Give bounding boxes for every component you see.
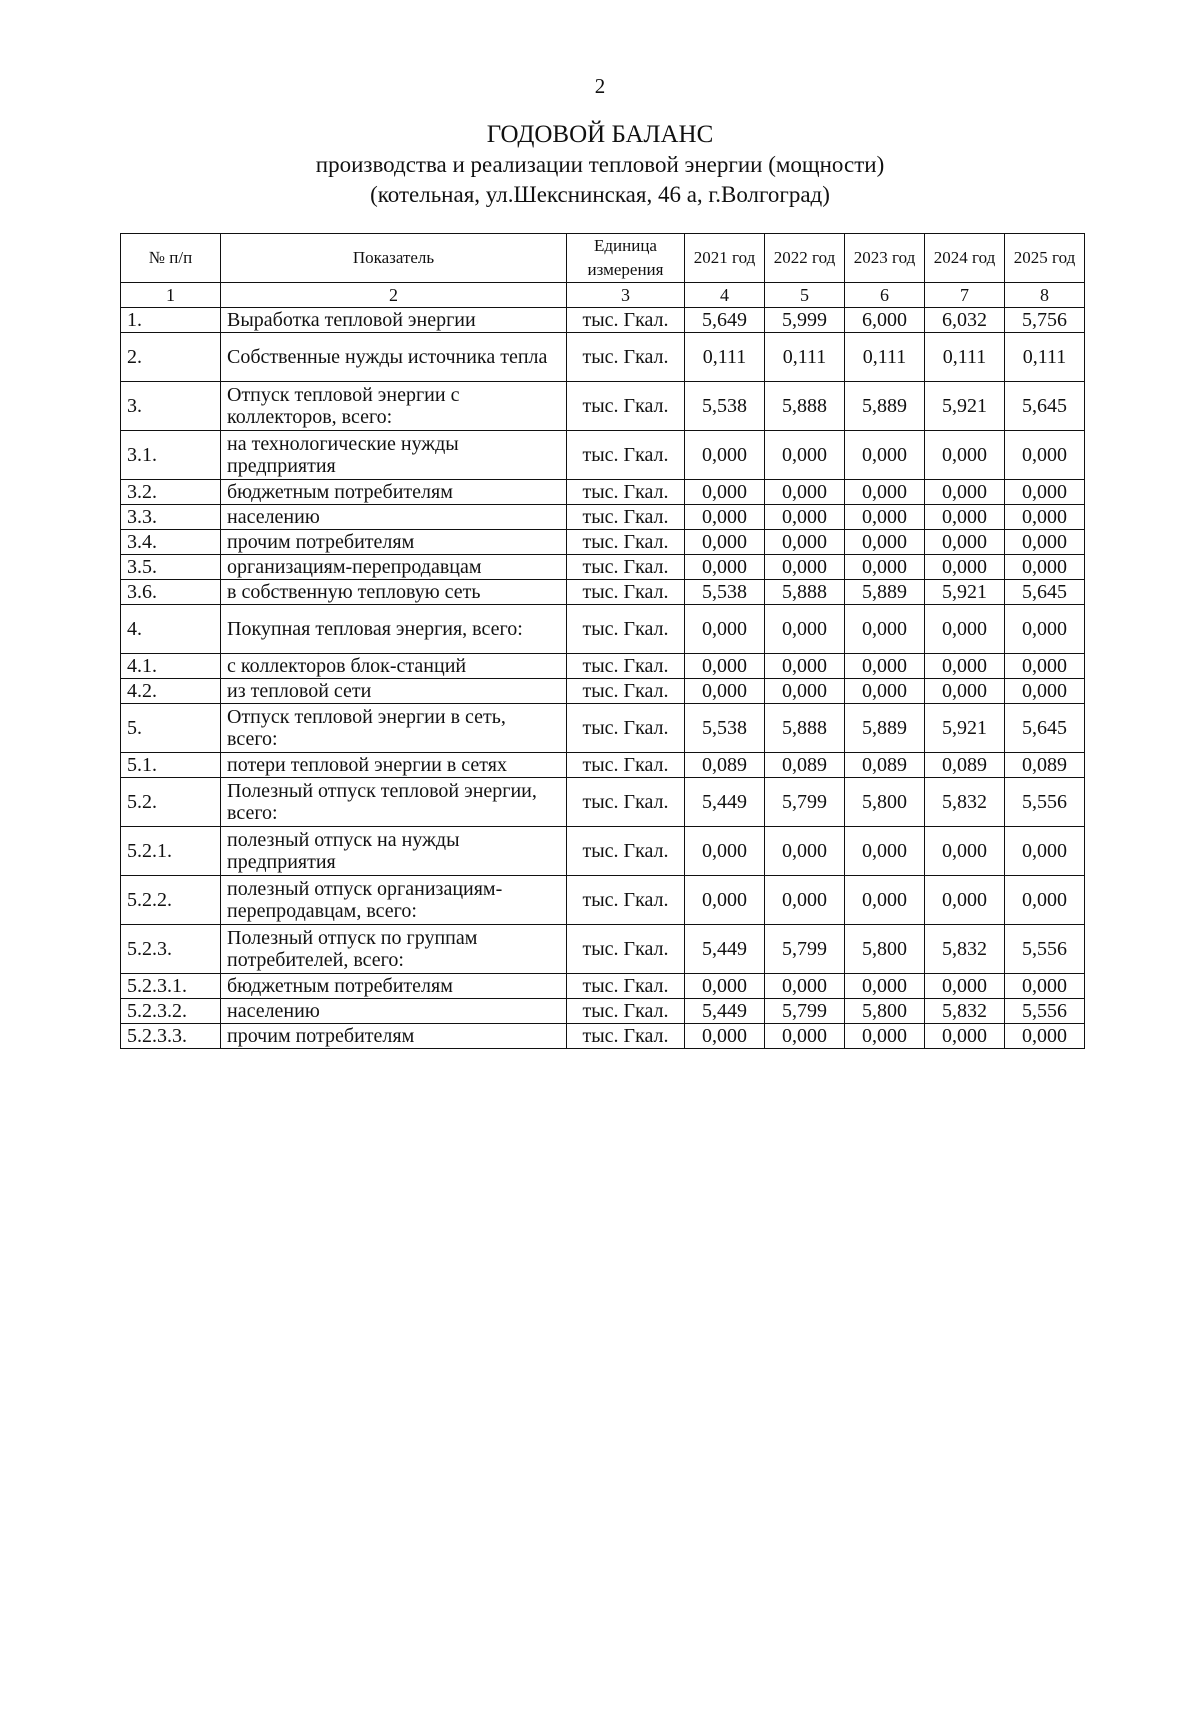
- row-value: 0,000: [1005, 480, 1085, 505]
- row-value: 0,000: [925, 431, 1005, 480]
- row-indicator: потери тепловой энергии в сетях: [221, 753, 567, 778]
- row-number: 3.4.: [121, 530, 221, 555]
- row-value: 0,000: [765, 505, 845, 530]
- row-indicator: Отпуск тепловой энергии с коллекторов, всего:: [221, 382, 567, 431]
- row-unit: тыс. Гкал.: [567, 679, 685, 704]
- row-value: 5,888: [765, 704, 845, 753]
- row-value: 0,000: [1005, 431, 1085, 480]
- row-unit: тыс. Гкал.: [567, 827, 685, 876]
- row-value: 5,800: [845, 778, 925, 827]
- row-indicator: полезный отпуск на нужды предприятия: [221, 827, 567, 876]
- row-value: 5,556: [1005, 999, 1085, 1024]
- row-value: 0,000: [1005, 530, 1085, 555]
- row-value: 0,000: [845, 876, 925, 925]
- row-value: 0,089: [1005, 753, 1085, 778]
- column-number: 6: [845, 283, 925, 308]
- row-value: 0,000: [845, 530, 925, 555]
- row-value: 5,556: [1005, 778, 1085, 827]
- row-value: 5,449: [685, 778, 765, 827]
- row-value: 5,556: [1005, 925, 1085, 974]
- row-indicator: прочим потребителям: [221, 530, 567, 555]
- row-value: 0,000: [765, 480, 845, 505]
- row-value: 5,449: [685, 925, 765, 974]
- row-value: 0,000: [685, 974, 765, 999]
- column-number: 5: [765, 283, 845, 308]
- row-value: 5,449: [685, 999, 765, 1024]
- row-value: 0,111: [925, 333, 1005, 382]
- row-value: 5,538: [685, 704, 765, 753]
- row-value: 5,889: [845, 704, 925, 753]
- row-value: 0,000: [925, 480, 1005, 505]
- row-number: 4.: [121, 605, 221, 654]
- row-value: 0,000: [685, 530, 765, 555]
- row-indicator: прочим потребителям: [221, 1024, 567, 1049]
- row-number: 3.1.: [121, 431, 221, 480]
- row-unit: тыс. Гкал.: [567, 382, 685, 431]
- row-value: 0,000: [845, 505, 925, 530]
- row-value: 5,800: [845, 999, 925, 1024]
- header-year: 2021 год: [685, 234, 765, 283]
- row-value: 0,000: [1005, 505, 1085, 530]
- row-value: 5,888: [765, 580, 845, 605]
- row-indicator: с коллекторов блок-станций: [221, 654, 567, 679]
- row-value: 0,000: [845, 1024, 925, 1049]
- row-unit: тыс. Гкал.: [567, 654, 685, 679]
- row-number: 4.1.: [121, 654, 221, 679]
- row-indicator: бюджетным потребителям: [221, 974, 567, 999]
- row-value: 0,111: [685, 333, 765, 382]
- row-value: 0,000: [925, 555, 1005, 580]
- row-indicator: полезный отпуск организациям-перепродавцам, всего:: [221, 876, 567, 925]
- row-value: 0,000: [765, 974, 845, 999]
- document-title: [0, 120, 1200, 210]
- table-row: [121, 974, 1085, 999]
- row-value: 0,000: [685, 654, 765, 679]
- row-indicator: Покупная тепловая энергия, всего:: [221, 605, 567, 654]
- row-value: 5,799: [765, 778, 845, 827]
- row-value: 5,889: [845, 382, 925, 431]
- row-unit: тыс. Гкал.: [567, 704, 685, 753]
- row-indicator: Полезный отпуск по группам потребителей, всего:: [221, 925, 567, 974]
- row-value: 0,000: [1005, 827, 1085, 876]
- row-value: 5,799: [765, 999, 845, 1024]
- row-value: 6,032: [925, 308, 1005, 333]
- row-number: 5.2.2.: [121, 876, 221, 925]
- row-value: 5,649: [685, 308, 765, 333]
- row-value: 5,756: [1005, 308, 1085, 333]
- table-row: [121, 827, 1085, 876]
- table-row: [121, 431, 1085, 480]
- row-unit: тыс. Гкал.: [567, 431, 685, 480]
- row-value: 0,089: [925, 753, 1005, 778]
- row-value: 5,921: [925, 382, 1005, 431]
- row-value: 0,000: [845, 431, 925, 480]
- row-value: 0,000: [765, 679, 845, 704]
- row-value: 0,000: [685, 1024, 765, 1049]
- header-year: 2022 год: [765, 234, 845, 283]
- table-row: [121, 382, 1085, 431]
- row-value: 0,000: [1005, 679, 1085, 704]
- row-value: 0,000: [1005, 974, 1085, 999]
- row-value: 0,000: [1005, 654, 1085, 679]
- heat-balance-table: [120, 233, 1085, 1049]
- row-unit: тыс. Гкал.: [567, 778, 685, 827]
- row-number: 5.2.3.3.: [121, 1024, 221, 1049]
- title-main: ГОДОВОЙ БАЛАНС: [486, 121, 714, 148]
- row-value: 0,000: [765, 605, 845, 654]
- row-number: 5.2.1.: [121, 827, 221, 876]
- row-value: 0,089: [765, 753, 845, 778]
- row-indicator: Отпуск тепловой энергии в сеть, всего:: [221, 704, 567, 753]
- title-location: (котельная, ул.Шекснинская, 46 а, г.Волгоград): [370, 182, 830, 207]
- row-value: 6,000: [845, 308, 925, 333]
- row-value: 5,921: [925, 580, 1005, 605]
- row-value: 0,000: [925, 654, 1005, 679]
- row-value: 0,000: [1005, 605, 1085, 654]
- column-number: 7: [925, 283, 1005, 308]
- row-value: 0,000: [765, 876, 845, 925]
- column-number-row: [121, 283, 1085, 308]
- row-value: 5,645: [1005, 580, 1085, 605]
- row-indicator: в собственную тепловую сеть: [221, 580, 567, 605]
- row-value: 5,889: [845, 580, 925, 605]
- row-unit: тыс. Гкал.: [567, 530, 685, 555]
- title-subtitle: производства и реализации тепловой энергии (мощности): [315, 152, 885, 177]
- table-row: [121, 480, 1085, 505]
- row-value: 0,000: [925, 679, 1005, 704]
- row-value: 0,000: [685, 876, 765, 925]
- header-unit: Единица измерения: [567, 234, 685, 283]
- row-value: 0,089: [845, 753, 925, 778]
- row-value: 0,000: [845, 654, 925, 679]
- row-number: 5.1.: [121, 753, 221, 778]
- row-number: 3.2.: [121, 480, 221, 505]
- table-row: [121, 333, 1085, 382]
- row-value: 0,000: [845, 555, 925, 580]
- row-value: 0,000: [845, 974, 925, 999]
- table-header-row: [121, 234, 1085, 283]
- row-number: 1.: [121, 308, 221, 333]
- table-row: [121, 654, 1085, 679]
- row-value: 0,111: [1005, 333, 1085, 382]
- header-year: 2023 год: [845, 234, 925, 283]
- row-value: 5,832: [925, 999, 1005, 1024]
- row-value: 0,000: [925, 827, 1005, 876]
- header-year: 2024 год: [925, 234, 1005, 283]
- row-value: 0,000: [1005, 1024, 1085, 1049]
- header-year: 2025 год: [1005, 234, 1085, 283]
- row-value: 0,000: [925, 876, 1005, 925]
- row-number: 4.2.: [121, 679, 221, 704]
- row-unit: тыс. Гкал.: [567, 333, 685, 382]
- table-row: [121, 876, 1085, 925]
- row-unit: тыс. Гкал.: [567, 753, 685, 778]
- row-value: 0,000: [685, 431, 765, 480]
- table-row: [121, 679, 1085, 704]
- header-indicator: Показатель: [221, 234, 567, 283]
- column-number: 2: [221, 283, 567, 308]
- row-unit: тыс. Гкал.: [567, 999, 685, 1024]
- column-number: 8: [1005, 283, 1085, 308]
- row-indicator: бюджетным потребителям: [221, 480, 567, 505]
- row-indicator: на технологические нужды предприятия: [221, 431, 567, 480]
- table-row: [121, 580, 1085, 605]
- row-value: 0,000: [765, 431, 845, 480]
- table-row: [121, 778, 1085, 827]
- table-row: [121, 999, 1085, 1024]
- row-value: 0,000: [685, 679, 765, 704]
- row-value: 0,000: [845, 480, 925, 505]
- row-number: 5.2.3.1.: [121, 974, 221, 999]
- row-value: 0,089: [685, 753, 765, 778]
- row-indicator: Собственные нужды источника тепла: [221, 333, 567, 382]
- row-value: 0,000: [925, 505, 1005, 530]
- row-number: 5.2.: [121, 778, 221, 827]
- row-unit: тыс. Гкал.: [567, 505, 685, 530]
- table-row: [121, 925, 1085, 974]
- row-value: 0,000: [1005, 876, 1085, 925]
- row-indicator: населению: [221, 999, 567, 1024]
- row-indicator: населению: [221, 505, 567, 530]
- row-value: 0,000: [845, 827, 925, 876]
- row-value: 0,000: [765, 555, 845, 580]
- row-number: 3.5.: [121, 555, 221, 580]
- row-unit: тыс. Гкал.: [567, 876, 685, 925]
- row-value: 0,000: [765, 827, 845, 876]
- row-value: 0,000: [685, 827, 765, 876]
- row-unit: тыс. Гкал.: [567, 480, 685, 505]
- row-unit: тыс. Гкал.: [567, 974, 685, 999]
- table-row: [121, 530, 1085, 555]
- column-number: 4: [685, 283, 765, 308]
- row-value: 0,000: [685, 505, 765, 530]
- row-value: 5,645: [1005, 704, 1085, 753]
- row-value: 5,888: [765, 382, 845, 431]
- table-row: [121, 753, 1085, 778]
- row-value: 0,000: [765, 530, 845, 555]
- row-unit: тыс. Гкал.: [567, 1024, 685, 1049]
- row-indicator: Выработка тепловой энергии: [221, 308, 567, 333]
- row-value: 0,000: [925, 1024, 1005, 1049]
- row-value: 5,799: [765, 925, 845, 974]
- row-value: 5,645: [1005, 382, 1085, 431]
- row-indicator: из тепловой сети: [221, 679, 567, 704]
- column-number: 1: [121, 283, 221, 308]
- row-value: 0,111: [845, 333, 925, 382]
- row-value: 5,921: [925, 704, 1005, 753]
- column-number: 3: [567, 283, 685, 308]
- row-number: 2.: [121, 333, 221, 382]
- row-unit: тыс. Гкал.: [567, 555, 685, 580]
- row-value: 0,000: [685, 480, 765, 505]
- row-number: 5.: [121, 704, 221, 753]
- header-num: № п/п: [121, 234, 221, 283]
- row-unit: тыс. Гкал.: [567, 580, 685, 605]
- row-value: 0,000: [845, 605, 925, 654]
- row-value: 0,000: [765, 654, 845, 679]
- page-number: 2: [594, 74, 606, 98]
- table-row: [121, 308, 1085, 333]
- row-indicator: Полезный отпуск тепловой энергии, всего:: [221, 778, 567, 827]
- row-value: 0,000: [925, 974, 1005, 999]
- row-number: 3.6.: [121, 580, 221, 605]
- row-value: 0,000: [845, 679, 925, 704]
- table-row: [121, 704, 1085, 753]
- row-value: 5,832: [925, 925, 1005, 974]
- row-value: 5,999: [765, 308, 845, 333]
- row-value: 0,000: [1005, 555, 1085, 580]
- row-value: 0,000: [765, 1024, 845, 1049]
- row-value: 0,111: [765, 333, 845, 382]
- row-value: 5,538: [685, 382, 765, 431]
- table-row: [121, 605, 1085, 654]
- table-row: [121, 1024, 1085, 1049]
- table-row: [121, 505, 1085, 530]
- row-number: 3.: [121, 382, 221, 431]
- row-value: 0,000: [685, 555, 765, 580]
- row-number: 3.3.: [121, 505, 221, 530]
- row-indicator: организациям-перепродавцам: [221, 555, 567, 580]
- row-number: 5.2.3.2.: [121, 999, 221, 1024]
- row-unit: тыс. Гкал.: [567, 925, 685, 974]
- row-value: 0,000: [685, 605, 765, 654]
- row-value: 5,538: [685, 580, 765, 605]
- row-value: 5,800: [845, 925, 925, 974]
- row-unit: тыс. Гкал.: [567, 308, 685, 333]
- row-number: 5.2.3.: [121, 925, 221, 974]
- row-value: 0,000: [925, 530, 1005, 555]
- table-row: [121, 555, 1085, 580]
- row-value: 0,000: [925, 605, 1005, 654]
- row-unit: тыс. Гкал.: [567, 605, 685, 654]
- row-value: 5,832: [925, 778, 1005, 827]
